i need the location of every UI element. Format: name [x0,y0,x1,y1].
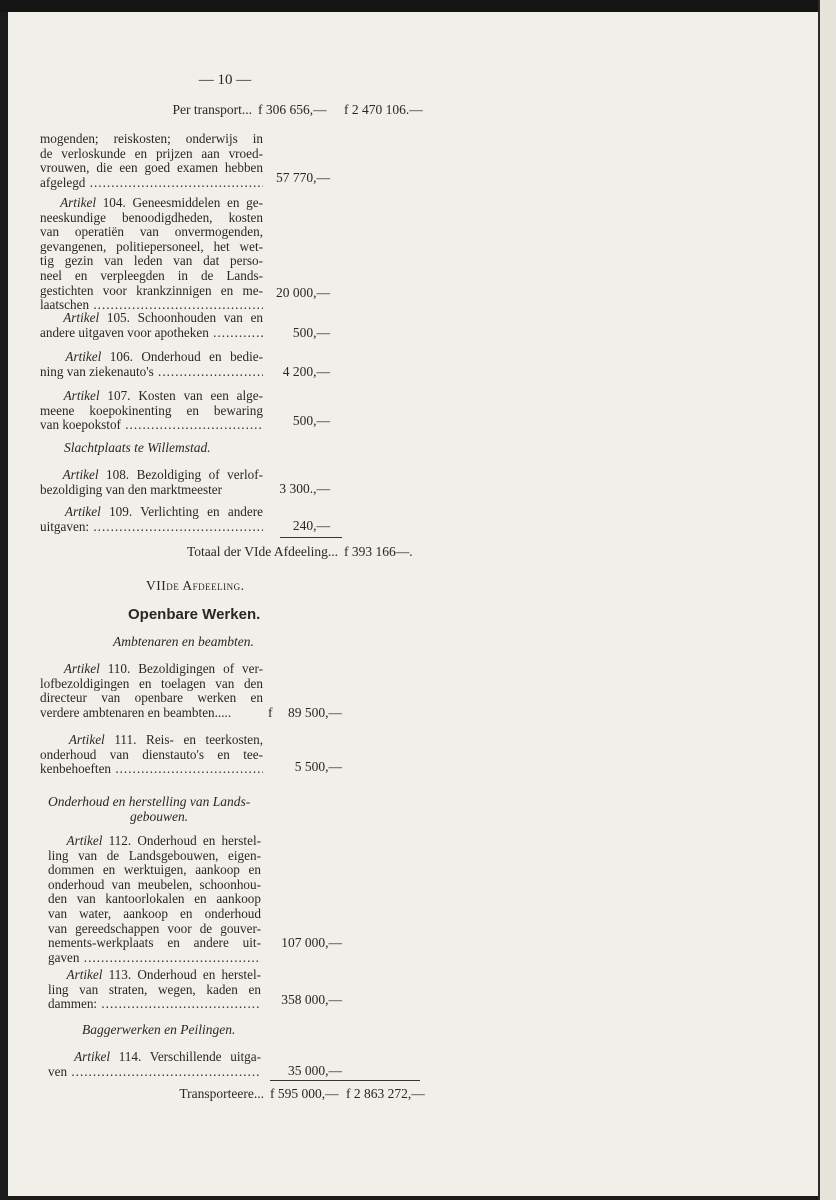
item-line: Artikel 112. Onderhoud en herstel- [66,833,261,848]
subheading-ambtenaren: Ambtenaren en beambten. [113,634,254,649]
item-line: meene koepokinenting en bewaring [40,402,263,418]
item-amount: 500,— [292,325,330,340]
item-line: laatschen ..... [40,298,263,313]
transport-out-label: Transporteere... [179,1086,264,1101]
item-line: kenbehoeften ..... [40,762,263,777]
item-line: ling van straten, wegen, kaden en [48,981,261,997]
item-line: uitgaven: ..... [40,520,263,535]
item-line: Artikel 110. Bezoldigingen of ver- [63,661,264,676]
article-111 [40,733,263,777]
item-line: ven ..... [48,1065,261,1080]
article-label: Artikel [60,195,96,210]
item-line: neeskundige benoodigdheden, kosten [40,209,263,225]
article-110 [40,662,263,720]
subheading-onderhoud: Onderhoud en herstelling van Lands- [48,794,251,809]
article-105 [40,311,263,340]
item-line: onderhoud van meubelen, schoonhou- [48,876,261,892]
item-line: gevangenen, politiepersoneel, het wet- [40,238,263,254]
item-line: Artikel 113. Onderhoud en herstel- [66,967,261,982]
transport-in-label: Per transport... [172,102,252,117]
item-amount: 57 770,— [276,170,330,185]
item-line: van operatiën van onvermogenden, [40,224,263,240]
total-label: Totaal der VIde Afdeeling... [186,544,338,559]
item-line: afgelegd ..... [40,176,263,191]
item-amount: 240,— [292,518,330,533]
item-amount: 358 000,— [281,992,342,1007]
top-edge [0,0,836,12]
section-title: VIIde Afdeeling. [146,578,245,593]
item-amount: 35 000,— [288,1063,342,1078]
item-line: nements-werkplaats en andere uit- [48,935,261,951]
item-line: Artikel 111. Reis- en teerkosten, [68,732,264,747]
page-number: — 10 — [198,72,252,88]
article-107 [40,389,263,433]
section-heading: Openbare Werken. [128,606,261,623]
article-109 [40,505,263,534]
item-line: ning van ziekenauto's ..... [40,365,263,380]
sum-rule [280,537,342,538]
item-line: de verloskunde en prijzen aan vroed- [40,145,263,161]
item-line: neel en verpleegden in de Lands- [40,267,263,283]
item-line: tig gezin van leden van dat perso- [40,253,263,269]
total-value: f 393 166—. [344,544,413,559]
item-amount: 3 300.,— [279,481,330,496]
item-line: andere uitgaven voor apotheken ..... [40,326,263,341]
article-106 [40,350,263,379]
transport-out-col2: f 2 863 272,— [346,1086,425,1101]
transport-out-col1: f 595 000,— [270,1086,339,1101]
item-line: verdere ambtenaren en beambten..... [40,705,232,720]
item-amount: 20 000,— [276,285,330,300]
item-line: van gereedschappen voor de gouver- [48,920,261,936]
subheading-onderhoud-cont: gebouwen. [130,809,189,824]
item-line: dammen: ..... [48,997,261,1012]
subheading-bagger: Baggerwerken en Peilingen. [82,1022,236,1037]
sum-rule [270,1080,420,1081]
item-amount: 107 000,— [281,935,342,950]
transport-in-col2: f 2 470 106.— [344,102,423,117]
item-line: Artikel 104. Geneesmiddelen en ge- [60,195,264,210]
item-line: vrouwen, die een goed examen hebben [40,160,263,176]
item-line: onderhoud van dienstauto's en tee- [40,746,263,762]
item-amount: 5 500,— [294,759,342,774]
next-page-edge [818,0,836,1200]
item-line: mogenden; reiskosten; onderwijs in [40,131,263,146]
subheading-slachtplaats: Slachtplaats te Willemstad. [64,440,211,455]
item-amount: 4 200,— [282,364,330,379]
article-108 [40,468,263,497]
item-line: Artikel 109. Verlichting en andere [64,504,263,519]
transport-in-col1: f 306 656,— [258,102,327,117]
item-line: van water, aankoop en onderhoud [48,905,261,921]
item-line: ling van de Landsgebouwen, eigen- [48,847,261,863]
item-line: directeur van openbare werken en [40,690,263,706]
item-line: Artikel 105. Schoonhouden van en [63,310,264,325]
item-line: Artikel 107. Kosten van een alge- [63,388,264,403]
article-114 [48,1050,261,1079]
item-line: bezoldiging van den marktmeester [40,482,222,497]
item-line: gaven ..... [48,951,261,966]
item-amount: 500,— [292,413,330,428]
article-104 [40,196,263,313]
item-line: van koepokstof ..... [40,418,263,433]
item-line: dommen en werktuigen, aankoop en [48,862,261,878]
item-line: Artikel 106. Onderhoud en bedie- [65,349,264,364]
article-113 [48,968,261,1012]
item-line: lofbezoldigingen en toelagen van den [40,675,263,691]
article-112 [48,834,261,965]
currency-symbol: f [268,705,273,720]
item-line: Artikel 108. Bezoldiging of verlof- [62,467,264,482]
item-line: Artikel 114. Verschillende uitga- [74,1049,261,1064]
item-line: gestichten voor krankzinnigen en me- [40,282,263,298]
item-amount: 89 500,— [288,705,342,720]
item-continuation [40,132,263,190]
item-line: den van kantoorlokalen en aankoop [48,891,261,907]
